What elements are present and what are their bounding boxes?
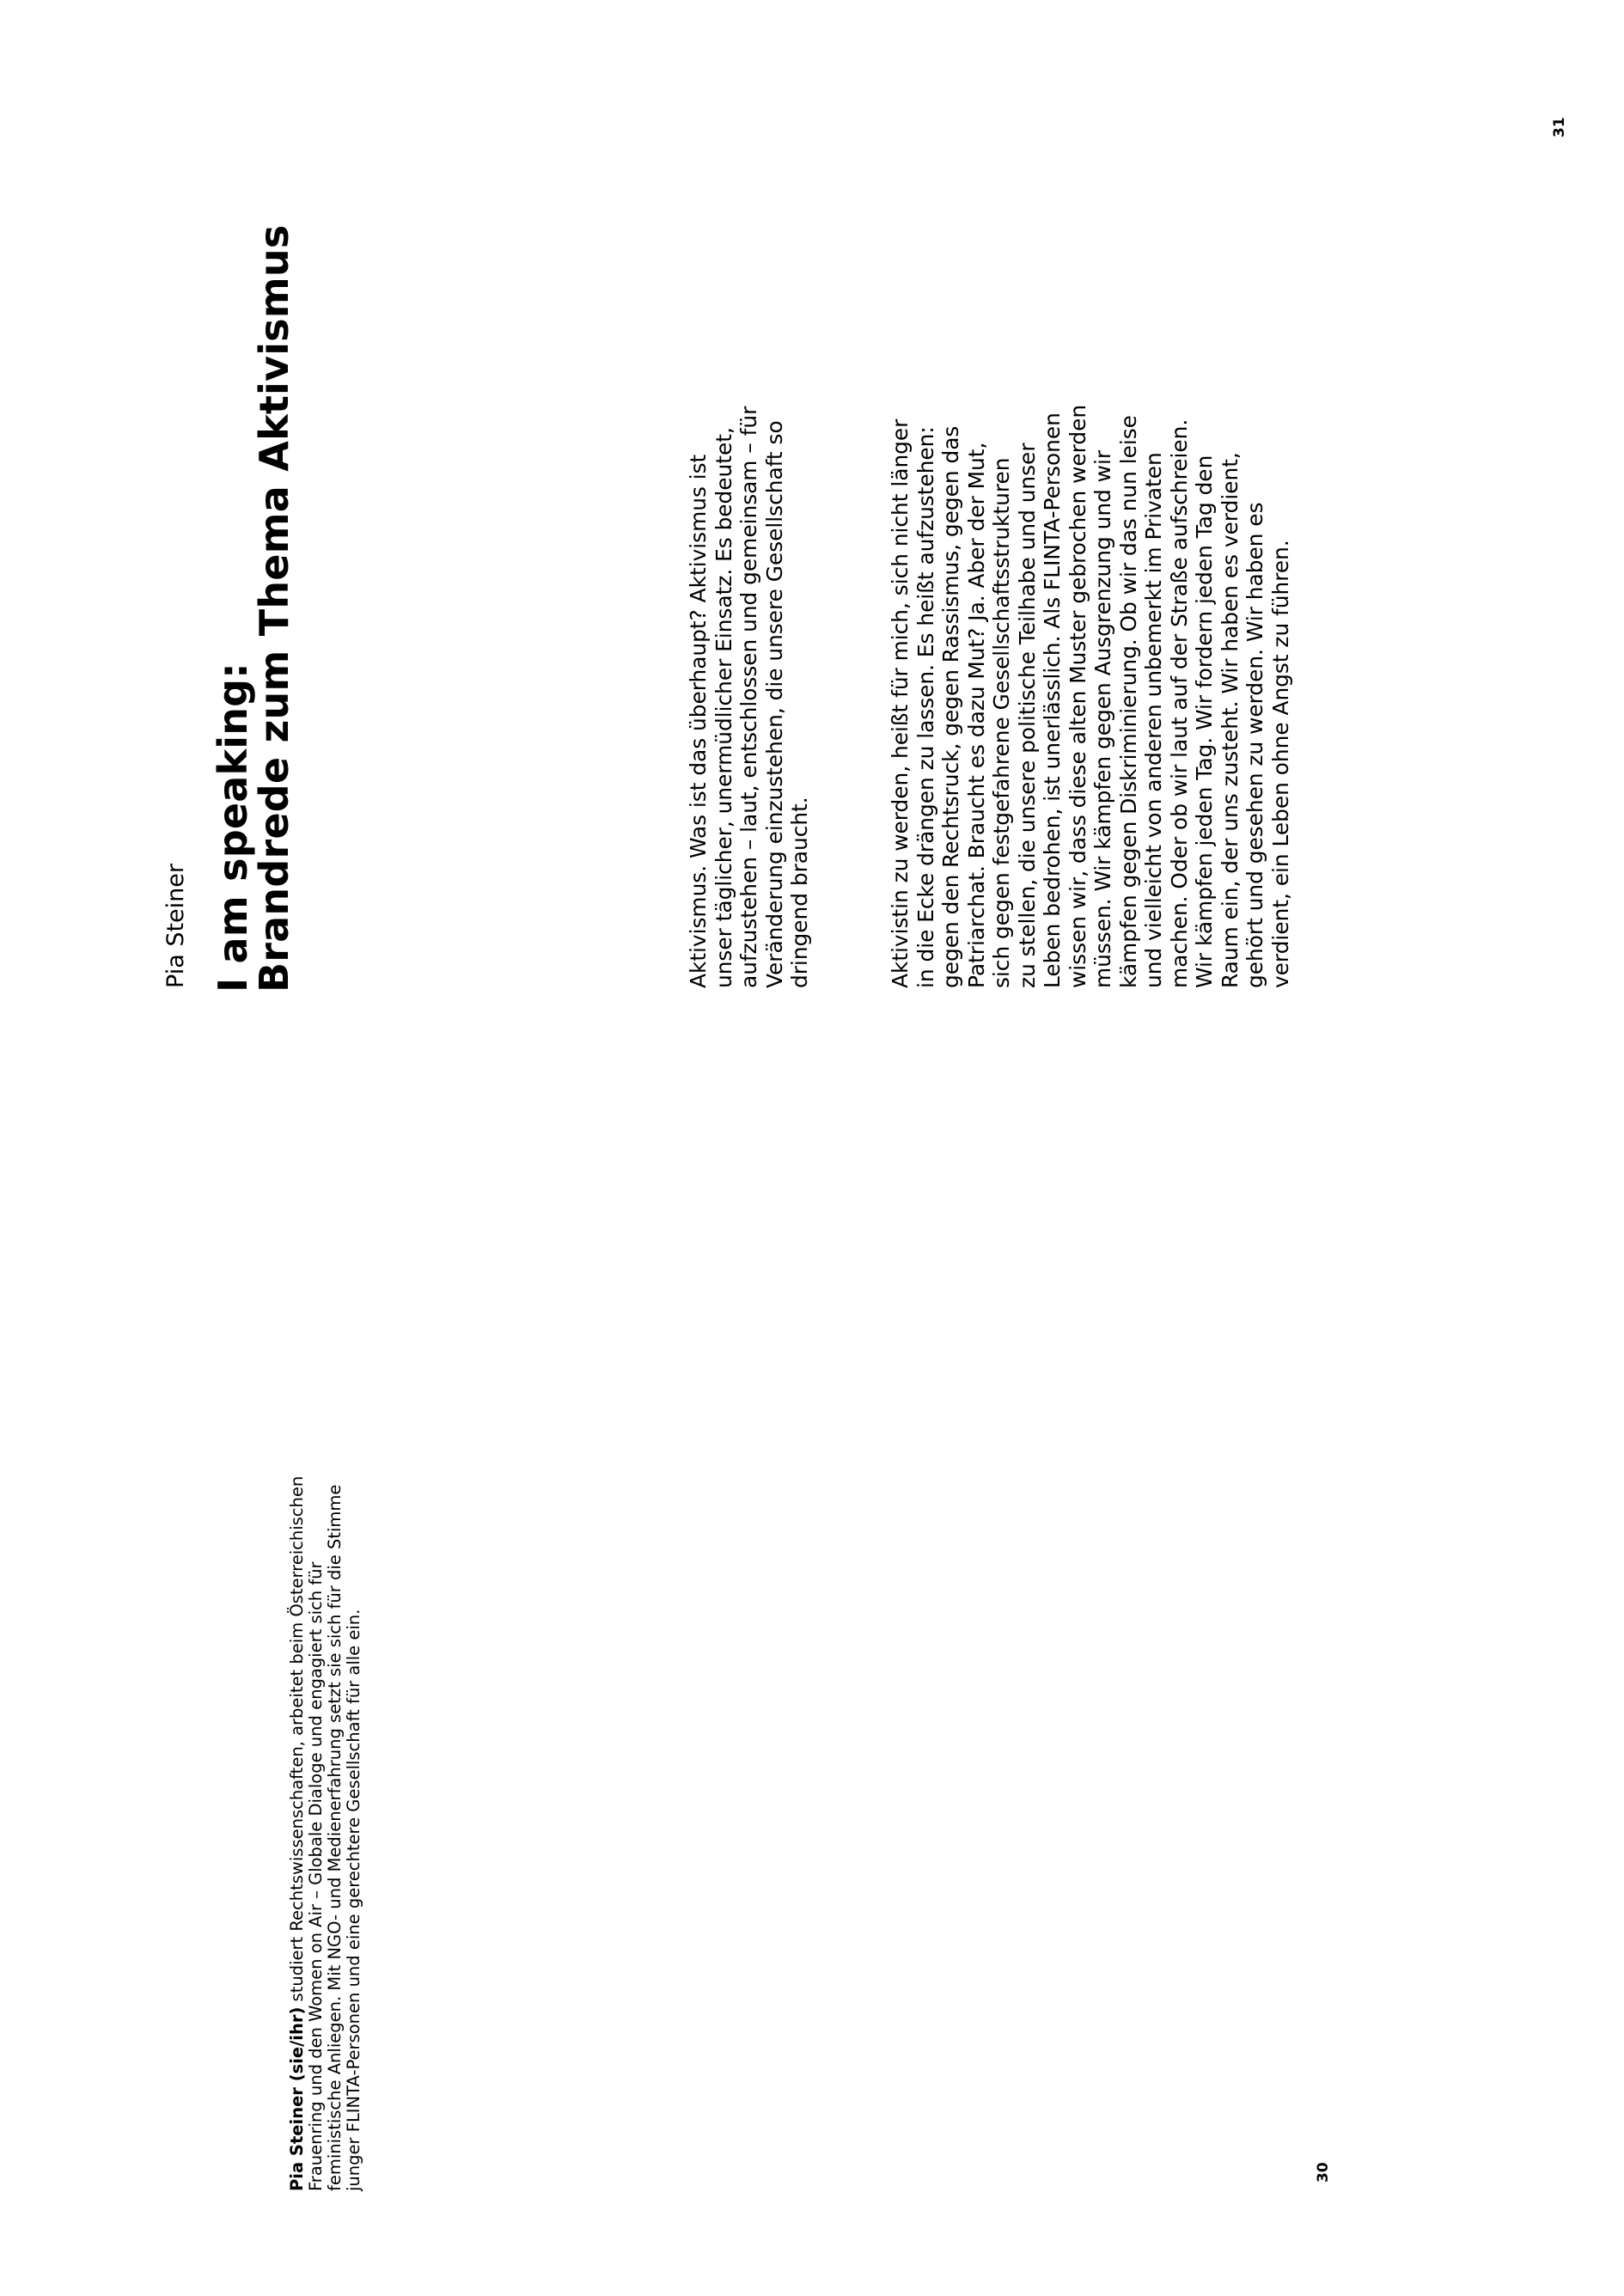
paragraph-line: müssen. Wir kämpfen gegen Ausgrenzung und wir	[1090, 449, 1115, 988]
title-line-2: Brandrede zum Thema Aktivismus	[251, 224, 297, 992]
paragraph-line: Aktivismus. Was ist das überhaupt? Aktivismus ist	[686, 454, 711, 988]
bio-line: feministische Anliegen. Mit NGO- und Medienerfahrung setzt sie sich für die Stimme	[325, 1484, 345, 2191]
paragraph-line: in die Ecke drängen zu lassen. Es heißt aufzustehen:	[913, 426, 938, 988]
page-number-right: 31	[1551, 117, 1568, 137]
paragraph-line: Raum ein, der uns zusteht. Wir haben es verdient,	[1217, 452, 1242, 988]
bio-line: Frauenring und den Women on Air – Globale Dialoge und engagiert sich für	[306, 1561, 326, 2191]
bio-line: junger FLINTA-Personen und eine gerechtere Gesellschaft für alle ein.	[344, 1609, 363, 2191]
paragraph-line: Veränderung einzustehen, die unsere Gesellschaft so	[761, 420, 787, 988]
paragraph-line: unser täglicher, unermüdlicher Einsatz. Es bedeutet,	[711, 427, 736, 988]
paragraph-line: Aktivistin zu werden, heißt für mich, sich nicht länger	[888, 418, 913, 988]
paragraph-line: dringend braucht.	[787, 797, 812, 988]
paragraph-main	[888, 405, 1293, 988]
paragraph-line: machen. Oder ob wir laut auf der Straße aufschreien.	[1166, 418, 1192, 988]
author-bio	[288, 1476, 363, 2191]
paragraph-line: Wir kämpfen jeden Tag. Wir fordern jeden Tag den	[1192, 455, 1217, 988]
paragraph-line: Patriarchat. Braucht es dazu Mut? Ja. Aber der Mut,	[963, 442, 989, 988]
article-title	[212, 225, 295, 992]
title-line-1: I am speaking:	[210, 663, 256, 992]
paragraph-line: zu stellen, die unsere politische Teilhabe und unser	[1014, 443, 1040, 988]
paragraph-line: gehört und gesehen zu werden. Wir haben es	[1242, 502, 1267, 988]
paragraph-line: Leben bedrohen, ist unerlässlich. Als FLINTA-Personen	[1040, 412, 1065, 988]
paragraph-line: kämpfen gegen Diskriminierung. Ob wir das nun leise	[1115, 415, 1141, 988]
paragraph-line: aufzustehen – laut, entschlossen und gemeinsam – für	[736, 406, 761, 988]
bio-first-line-text: studiert Rechtswissenschaften, arbeitet beim Österreichischen	[287, 1475, 307, 2007]
paragraph-line: sich gegen festgefahrene Gesellschaftsstrukturen	[989, 457, 1014, 988]
bio-name: Pia Steiner (sie/ihr)	[287, 2006, 307, 2191]
paragraph-line: verdient, ein Leben ohne Angst zu führen.	[1267, 540, 1293, 988]
paragraph-line: wissen wir, dass diese alten Muster gebrochen werden	[1065, 404, 1090, 988]
author-name: Pia Steiner	[162, 864, 189, 988]
paragraph-intro	[686, 406, 813, 988]
paragraph-line: und vielleicht von anderen unbemerkt im Privaten	[1141, 452, 1166, 988]
paragraph-line: gegen den Rechtsruck, gegen Rassismus, gegen das	[938, 425, 963, 988]
bio-line	[288, 1476, 307, 2191]
page-number-left: 30	[1315, 2162, 1332, 2183]
